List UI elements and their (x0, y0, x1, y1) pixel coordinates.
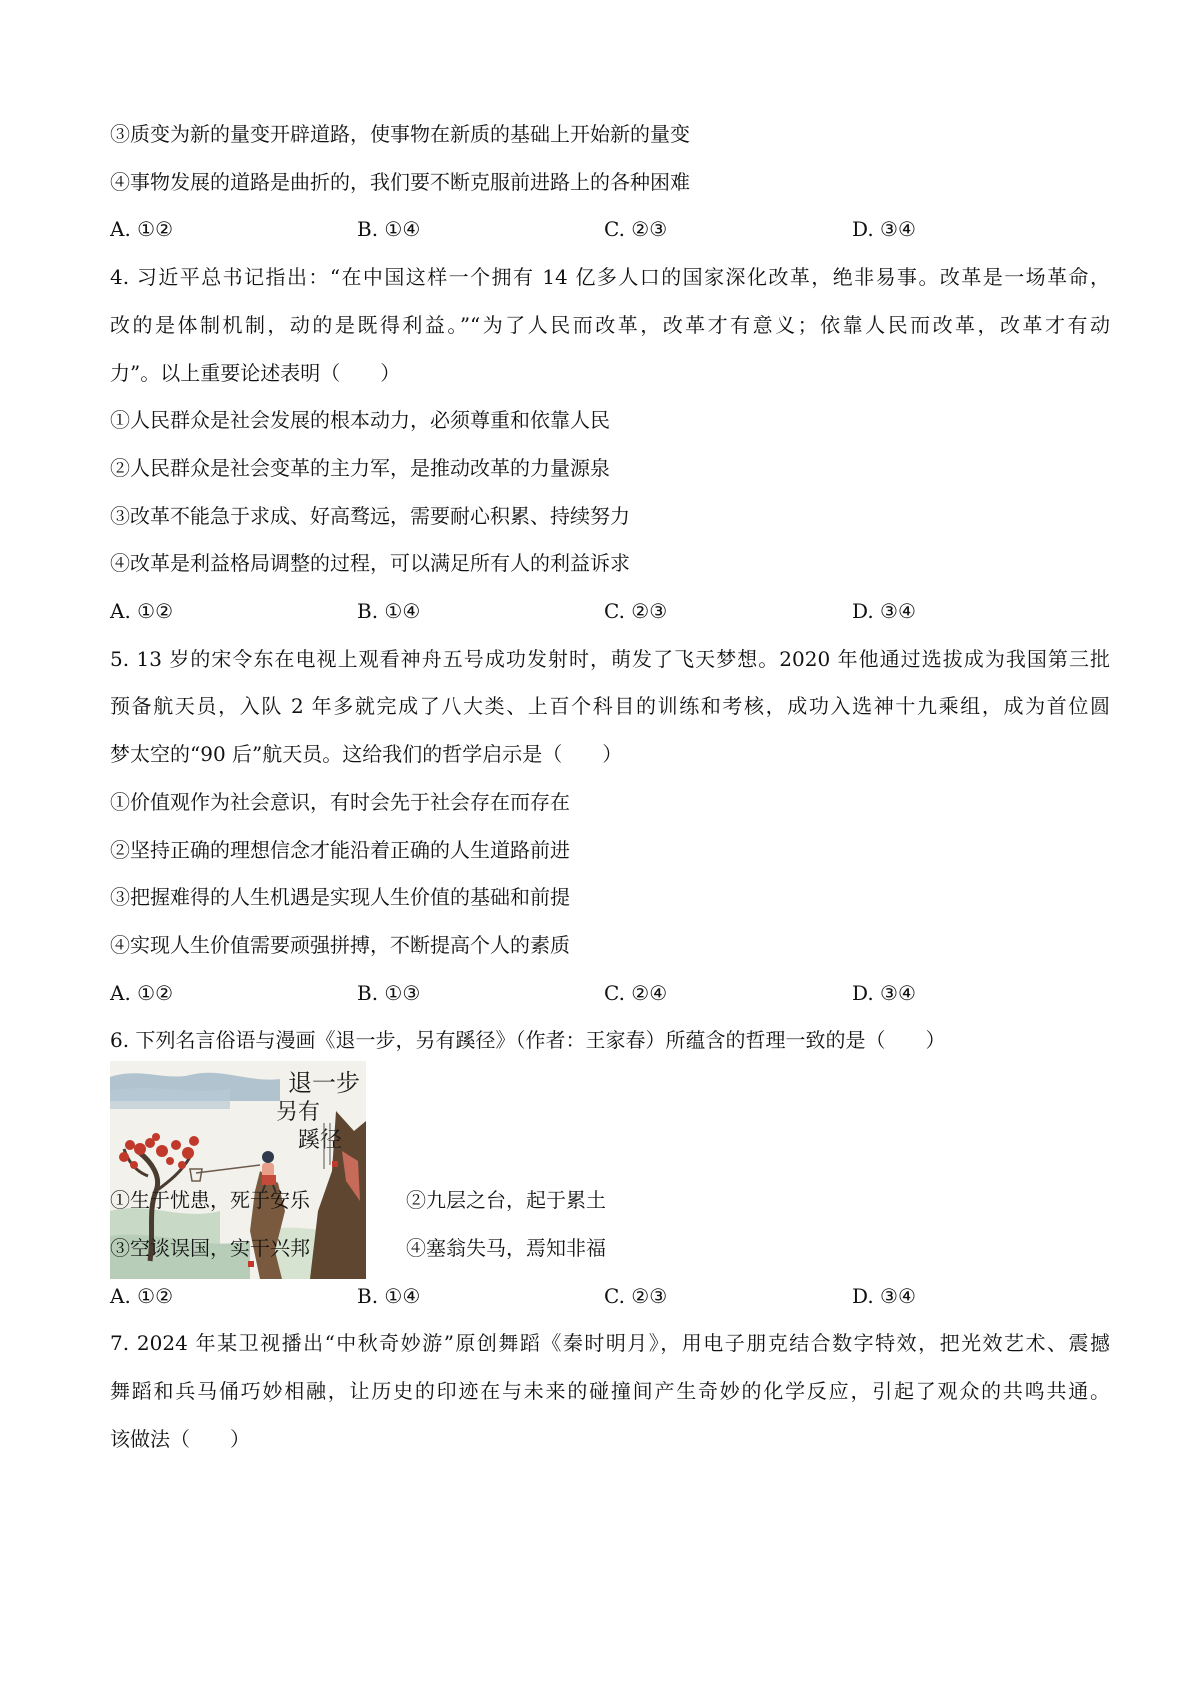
question-7-stem: 7. 2024 年某卫视播出“中秋奇妙游”原创舞蹈《秦时明月》，用电子朋克结合数字特效，把光效艺术、震撼 (110, 1331, 1110, 1355)
question-4-stem: 改的是体制机制，动的是既得利益。”“为了人民而改革，改革才有意义；依靠人民而改革，改革才有动 (110, 313, 1110, 337)
option-line: ①人民群众是社会发展的根本动力，必须尊重和依靠人民 (110, 408, 610, 432)
svg-text:蹊径: 蹊径 (298, 1128, 343, 1153)
option-line: ③改革不能急于求成、好高骛远，需要耐心积累、持续努力 (110, 504, 630, 528)
question-4-stem: 力”。以上重要论述表明（ ） (110, 361, 401, 385)
choice-c: C. ②③ (604, 217, 668, 241)
option-line: ③把握难得的人生机遇是实现人生价值的基础和前提 (110, 885, 570, 909)
choice-c: C. ②④ (604, 981, 668, 1005)
option-4: ④塞翁失马，焉知非福 (406, 1236, 606, 1260)
question-5-stem: 预备航天员，入队 2 年多就完成了八大类、上百个科目的训练和考核，成功入选神十九乘组，成为首位圆 (110, 694, 1110, 718)
choice-d: D. ③④ (852, 217, 916, 241)
question-7-stem: 舞蹈和兵马俑巧妙相融，让历史的印迹在与未来的碰撞间产生奇妙的化学反应，引起了观众的共鸣共通。 (110, 1379, 1110, 1403)
choice-a: A. ①② (110, 981, 174, 1005)
option-1: ①生于忧患，死于安乐 (110, 1188, 310, 1212)
option-line: ①价值观作为社会意识，有时会先于社会存在而存在 (110, 790, 570, 814)
choice-b: B. ①④ (357, 217, 421, 241)
choice-a: A. ①② (110, 217, 174, 241)
option-2: ②九层之台，起于累土 (406, 1188, 606, 1212)
choice-b: B. ①④ (357, 1284, 421, 1308)
cartoon-title-col1: 退一步 (288, 1069, 360, 1097)
option-3: ③空谈误国，实干兴邦 (110, 1236, 310, 1260)
choice-d: D. ③④ (852, 599, 916, 623)
question-5-stem: 5. 13 岁的宋令东在电视上观看神舟五号成功发射时，萌发了飞天梦想。2020 年他通过选拔成为我国第三批 (110, 647, 1110, 671)
choice-b: B. ①④ (357, 599, 421, 623)
choice-c: C. ②③ (604, 599, 668, 623)
choice-c: C. ②③ (604, 1284, 668, 1308)
question-7-stem: 该做法（ ） (110, 1427, 250, 1451)
option-line: ④实现人生价值需要顽强拼搏，不断提高个人的素质 (110, 933, 570, 957)
option-line: ②人民群众是社会变革的主力军，是推动改革的力量源泉 (110, 456, 610, 480)
question-6-stem: 6. 下列名言俗语与漫画《退一步，另有蹊径》（作者：王家春）所蕴含的哲理一致的是（ ） (110, 1028, 946, 1052)
choice-b: B. ①③ (357, 981, 421, 1005)
question-5-stem: 梦太空的“90 后”航天员。这给我们的哲学启示是（ ） (110, 742, 623, 766)
choice-d: D. ③④ (852, 1284, 916, 1308)
choice-a: A. ①② (110, 599, 174, 623)
choice-a: A. ①② (110, 1284, 174, 1308)
option-line: ②坚持正确的理想信念才能沿着正确的人生道路前进 (110, 838, 570, 862)
question-4-stem: 4. 习近平总书记指出：“在中国这样一个拥有 14 亿多人口的国家深化改革，绝非易事。改革是一场革命， (110, 265, 1110, 289)
choice-d: D. ③④ (852, 981, 916, 1005)
option-line: ④事物发展的道路是曲折的，我们要不断克服前进路上的各种困难 (110, 170, 690, 194)
option-line: ④改革是利益格局调整的过程，可以满足所有人的利益诉求 (110, 551, 630, 575)
option-line: ③质变为新的量变开辟道路，使事物在新质的基础上开始新的量变 (110, 122, 690, 146)
svg-text:另有: 另有 (276, 1100, 321, 1125)
